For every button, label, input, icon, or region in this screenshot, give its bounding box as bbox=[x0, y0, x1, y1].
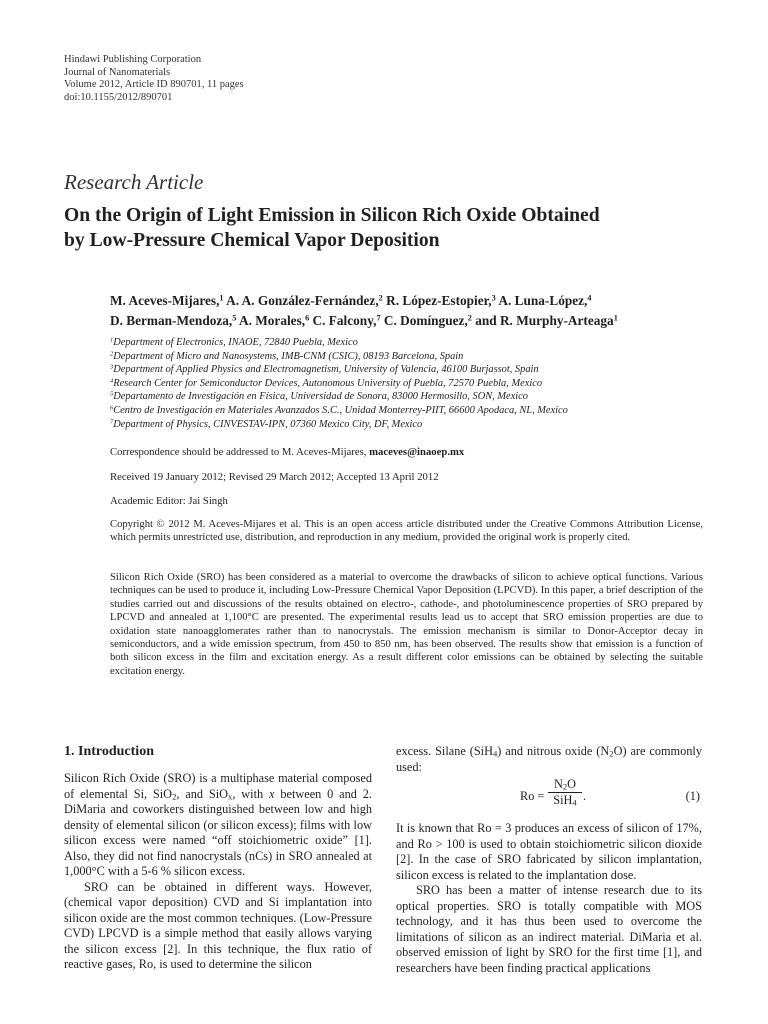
equation-fraction bbox=[548, 777, 582, 808]
title-line-2: by Low-Pressure Chemical Vapor Deposition bbox=[64, 230, 440, 251]
affiliation-item bbox=[110, 418, 568, 432]
correspondence-text: Correspondence should be addressed to M. Aceves-Mijares, bbox=[110, 446, 367, 458]
author-name: A. Luna-López, bbox=[498, 293, 588, 308]
author-name: A. Morales, bbox=[238, 312, 306, 328]
affiliation-item bbox=[110, 363, 568, 377]
affiliation-number: 7 bbox=[110, 418, 114, 426]
author-name: A. A. González-Fernández, bbox=[226, 293, 379, 308]
left-column bbox=[64, 771, 372, 973]
affiliation-list bbox=[110, 336, 568, 431]
affiliation-item bbox=[110, 336, 568, 350]
affiliation-marker: 3 bbox=[491, 293, 496, 303]
affiliation-number: 6 bbox=[110, 404, 114, 412]
equation-period: . bbox=[583, 789, 587, 803]
equation-number: (1) bbox=[685, 789, 700, 803]
intro-paragraph-3: It is known that Ro = 3 produces an excess of silicon of 17%, and Ro > 100 is used to obtain stoichiometric silicon dioxide [2]. In the case of SRO fabricated by silicon implantation, silicon excess is related to the implantation dose. bbox=[396, 821, 702, 882]
affiliation-marker: 5 bbox=[232, 312, 237, 322]
copyright-notice: Copyright © 2012 M. Aceves-Mijares et al. This is an open access article distributed under the Creative Commons Attribution License, which permits unrestricted use, distribution, and reproduction in any medium, provided the original work is properly cited. bbox=[110, 519, 703, 544]
equation-lhs: Ro = bbox=[520, 789, 545, 803]
author-name: and R. Murphy-Arteaga bbox=[475, 312, 614, 328]
affiliation-marker: 1 bbox=[219, 293, 224, 303]
affiliation-number: 4 bbox=[110, 377, 114, 385]
affiliation-marker: 4 bbox=[587, 293, 592, 303]
affiliation-item bbox=[110, 350, 568, 364]
author-line-2 bbox=[110, 311, 730, 331]
fraction-denominator: SiH$_4$ bbox=[553, 793, 577, 808]
right-column bbox=[396, 744, 702, 976]
paper-title bbox=[64, 203, 724, 253]
received-dates: Received 19 January 2012; Revised 29 March 2012; Accepted 13 April 2012 bbox=[110, 471, 439, 483]
academic-editor: Academic Editor: Jai Singh bbox=[110, 495, 228, 507]
correspondence-email[interactable]: maceves@inaoep.mx bbox=[369, 446, 465, 458]
section-heading-introduction: 1. Introduction bbox=[64, 744, 154, 759]
affiliation-item bbox=[110, 390, 568, 404]
journal-header bbox=[64, 54, 244, 104]
title-line-1: On the Origin of Light Emission in Silicon Rich Oxide Obtained bbox=[64, 205, 600, 226]
author-name: M. Aceves-Mijares, bbox=[110, 293, 220, 308]
affiliation-text: Department of Micro and Nanosystems, IMB-CNM (CSIC), 08193 Barcelona, Spain bbox=[113, 350, 464, 362]
affiliation-marker: 6 bbox=[305, 312, 310, 322]
affiliation-text: Centro de Investigación en Materiales Avanzados S.C., Unidad Monterrey-PIIT, 66600 Apodaca, NL, Mexico bbox=[113, 404, 568, 416]
abstract: Silicon Rich Oxide (SRO) has been considered as a material to overcome the drawbacks of silicon to achieve optical functions. Various techniques can be used to produce it, including Low-Pressure Chemical Vapor Deposition (LPCVD). In this paper, a brief description of the studies carried out and discussions of the results obtained on electro-, cathode-, and photoluminescence properties of SRO prepared by LPCVD and annealed at 1,100°C are presented. The experimental results lead us to accept that SRO emission properties are due to oxidation state nanoagglomerates rather than to nanocrystals. The emission mechanism is similar to Donor-Acceptor decay in semiconductors, and a wide emission spectrum, from 450 to 850 nm, has been observed. The results show that emission is a function of both silicon excess in the film and excitation energy. As a result different color emissions can be obtained by selecting the suitable excitation energy. bbox=[110, 572, 703, 677]
author-line-1 bbox=[110, 291, 730, 311]
fraction-numerator: $N_2O$ bbox=[548, 777, 582, 793]
author-name: C. Domínguez, bbox=[383, 312, 468, 328]
author-name: R. López-Estopier, bbox=[386, 293, 492, 308]
affiliation-number: 2 bbox=[110, 350, 114, 358]
equation-1 bbox=[396, 775, 702, 821]
intro-paragraph-2: SRO can be obtained in different ways. However, (chemical vapor deposition) CVD and Si implantation into silicon oxide are the most common techniques. (Low-Pressure CVD) LPCVD is a simple method that easily allows varying the silicon excess [2]. In this technique, the flux ratio of reactive gases, Ro, is used to determine the silicon bbox=[64, 879, 372, 971]
affiliation-number: 1 bbox=[110, 336, 114, 344]
publisher-name: Hindawi Publishing Corporation bbox=[64, 54, 202, 65]
doi[interactable]: doi:10.1155/2012/890701 bbox=[64, 91, 173, 103]
author-list bbox=[110, 291, 730, 330]
intro-paragraph-4: SRO has been a matter of intense research due to its optical properties. SRO is totally compatible with MOS technology, and it has thus been used to overcome the limitations of silicon as an indirect material. DiMaria et al. observed emission of light by SRO for the first time [1], and researchers have been finding practical applications bbox=[396, 883, 702, 975]
affiliation-marker: 7 bbox=[376, 312, 381, 322]
correspondence-line bbox=[110, 446, 464, 458]
affiliation-text: Research Center for Semiconductor Devices, Autonomous University of Puebla, 72570 Puebla, Mexico bbox=[113, 377, 543, 389]
affiliation-item bbox=[110, 404, 568, 418]
affiliation-text: Department of Electronics, INAOE, 72840 Puebla, Mexico bbox=[113, 337, 358, 348]
affiliation-text: Departamento de Investigación en Física, Universidad de Sonora, 83000 Hermosillo, SON, Mexico bbox=[113, 391, 528, 403]
affiliation-item bbox=[110, 377, 568, 391]
affiliation-number: 5 bbox=[110, 390, 114, 398]
affiliation-marker: 1 bbox=[613, 312, 618, 322]
affiliation-marker: 2 bbox=[378, 293, 383, 303]
journal-name: Journal of Nanomaterials bbox=[64, 66, 171, 78]
intro-paragraph-1: Silicon Rich Oxide (SRO) is a multiphase material composed of elemental Si, SiO$_2$, and SiO$_x$, with x between 0 and 2. DiMaria and coworkers distinguished between low and high density of elemental silicon (or silicon excess); films with low silicon excess were named “off stoichiometric oxide” [1]. Also, they did not find nanocrystals (nCs) in SRO annealed at 1,000°C with a 5-6 % silicon excess. bbox=[64, 771, 372, 878]
affiliation-marker: 2 bbox=[467, 312, 472, 322]
affiliation-text: Department of Physics, CINVESTAV-IPN, 07360 Mexico City, DF, Mexico bbox=[113, 418, 423, 430]
affiliation-number: 3 bbox=[110, 363, 114, 371]
volume-line: Volume 2012, Article ID 890701, 11 pages bbox=[64, 79, 244, 91]
author-name: D. Berman-Mendoza, bbox=[110, 312, 233, 328]
intro-paragraph-continued: excess. Silane (SiH$_4$) and nitrous oxide $(N_2O)$ are commonly used: bbox=[396, 744, 702, 774]
author-name: C. Falcony, bbox=[312, 312, 377, 328]
affiliation-text: Department of Applied Physics and Electromagnetism, University of Valencia, 46100 Burjassot, Spain bbox=[113, 364, 539, 376]
article-type: Research Article bbox=[64, 170, 204, 194]
